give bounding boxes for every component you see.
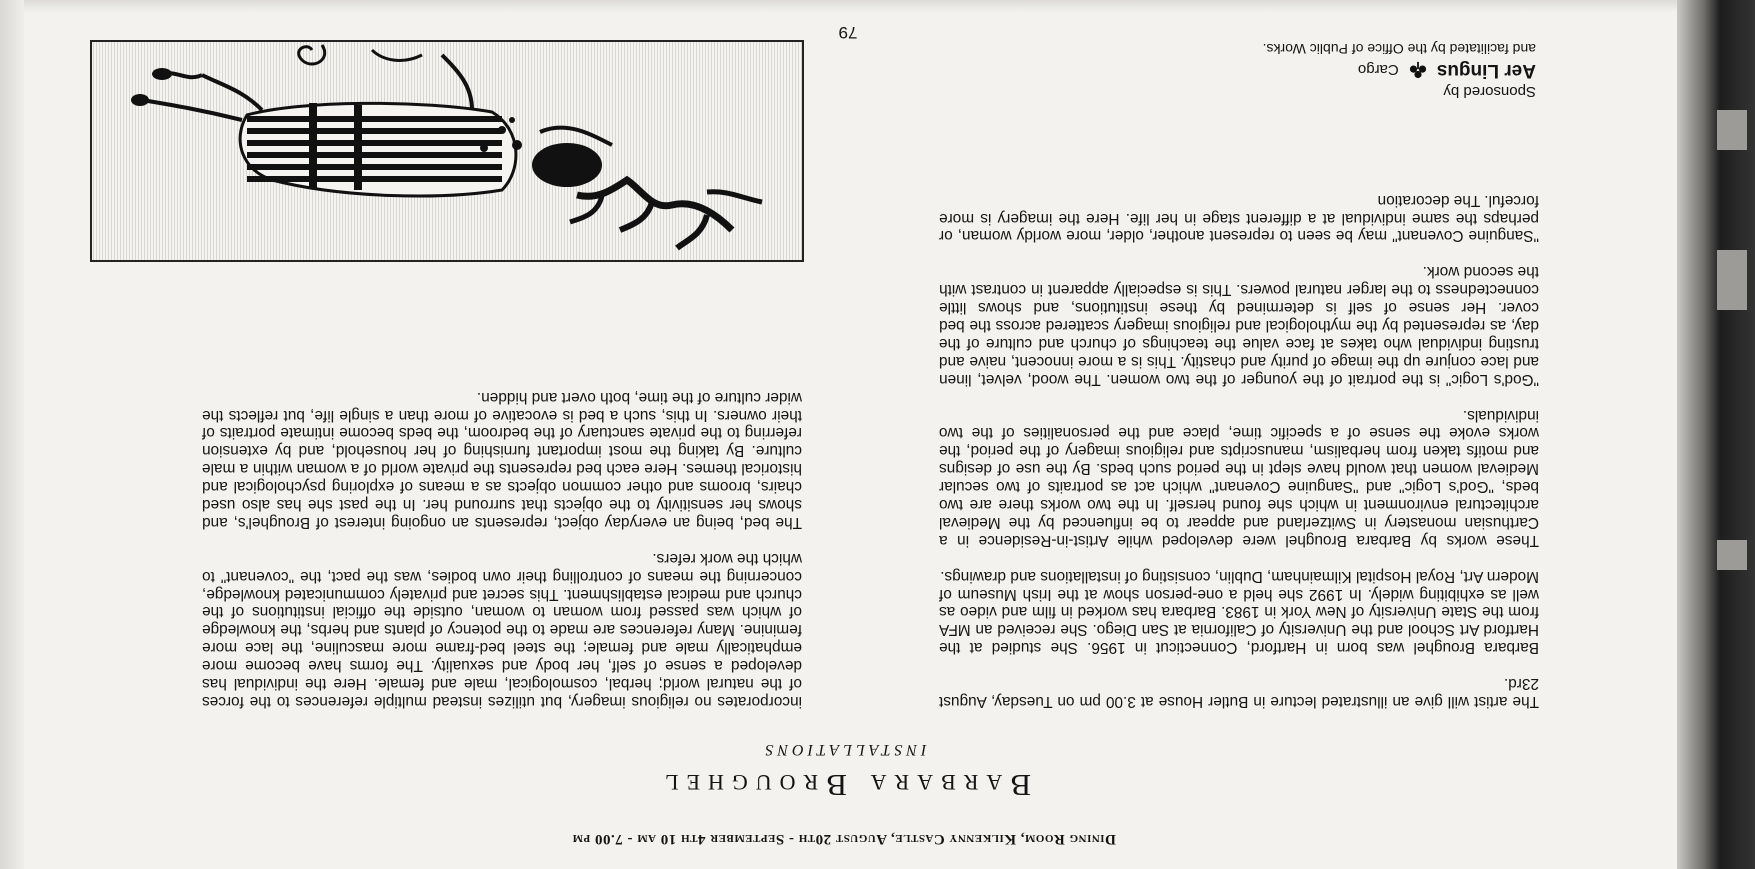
artist-title: Barbara Broughel — [657, 768, 1031, 803]
paragraph-biography: Barbara Broughel was born in Hartford, Connecticut in 1956. She studied at the Hartford Art School and the University of California at San Diego. She received an MFA from the State University of New York in 1983. Barbara has worked in film and video as well as exhibiting widely. In 1992 she held a one-person show at the Irish Museum of Modern Art, Royal Hospital Kilmainham, Dublin, consisting of installations and drawings. — [939, 567, 1539, 657]
sponsored-by-label: Sponsored by — [1443, 83, 1536, 100]
deer-icon — [92, 42, 802, 260]
cargo-label: Cargo — [1357, 61, 1399, 79]
aer-lingus-brand: Aer Lingus — [1436, 60, 1536, 81]
facilitated-by-text: and facilitated by the Office of Public Works. — [1262, 41, 1536, 57]
section-subtitle: INSTALLATIONS — [761, 741, 927, 758]
woodcut-deer-illustration — [90, 40, 804, 262]
left-column — [939, 191, 1539, 710]
paragraph-bed-object: The bed, being an everyday object, represents an ongoing interest of Broughel's, and shows her sensitivity to the objects that surround her. In the past she has also used chairs, brooms and other common objects as a means of exploring psychological and historical themes. Here each bed represents the private world of a woman within a male culture. By taking the most important furnishing of her household, and by extension referring to the private sanctuary of the bedroom, the beds become intimate portraits of their owners. In this, such a bed is evocative of more than a single life, but reflects the wider culture of the time, both overt and hidden. — [202, 388, 802, 531]
paragraph-natural-world: incorporates no religious imagery, but utilizes instead multiple references to the forces of the natural world; herbal, cosmological, male and female. Here the individual has developed a sense of self, her body and sexuality. The forms have become more emphatically male and female; the steel bed-frame more masculine, the lace more feminine. Many references are made to the potency of plants and herbs, the knowledge of which was passed from woman to woman, outside the official institutions of the church and medical establishment. This secret and privately communicated knowledge, concerning the means of controlling their own bodies, was the pact, the "covenant" to which the work refers. — [202, 549, 802, 710]
paragraph-sanguine-covenant: "Sanguine Covenant" may be seen to represent another, older, more worldy woman, or perhaps the same individual at a different stage in her life. Here the imagery is more forceful. The decoration — [939, 191, 1539, 245]
sponsor-block — [976, 41, 1536, 100]
right-column — [202, 388, 802, 710]
scan-left-shadow — [0, 0, 24, 869]
paragraph-lecture: The artist will give an illustrated lecture in Butler House at 3.00 pm on Tuesday, August 23rd. — [939, 675, 1539, 710]
sponsor-logo — [976, 59, 1536, 81]
event-header: Dining Room, Kilkenny Castle, August 20th - September 4th 10 am - 7.00 pm — [572, 831, 1116, 847]
paragraph-gods-logic: "God's Logic" is the portrait of the younger of the two women. The wood, velvet, linen and lace conjure up the image of purity and chastity. This is a more innocent, naive and trusting individual who takes at face value the teachings of church and culture of the day, as represented by the mythological and religious imagery scattered across the bed cover. Her sense of self is determined by these institutions, and shows little connectedness to the larger natural powers. This is especially apparent in contrast with the second work. — [939, 263, 1539, 388]
paragraph-works: These works by Barbara Broughel were developed while Artist-in-Residence in a Carthusian monastery in Switzerland and appear to be influenced by the Medieval architectural environment in which she found herself. In the two works there are two beds, "God's Logic" and "Sanguine Covenant" which act as portraits of two secular Medieval women that would have slept in the period such beds. By the use of designs and motifs taken from herbalism, manuscripts and religious imagery of the period, the works evoke the sense of a specific time, place and the personalities of the two individuals. — [939, 406, 1539, 549]
shamrock-icon — [1409, 61, 1427, 79]
page-number: 79 — [838, 23, 858, 42]
document-page — [24, 10, 1674, 860]
book-binding-edge — [1677, 0, 1755, 869]
